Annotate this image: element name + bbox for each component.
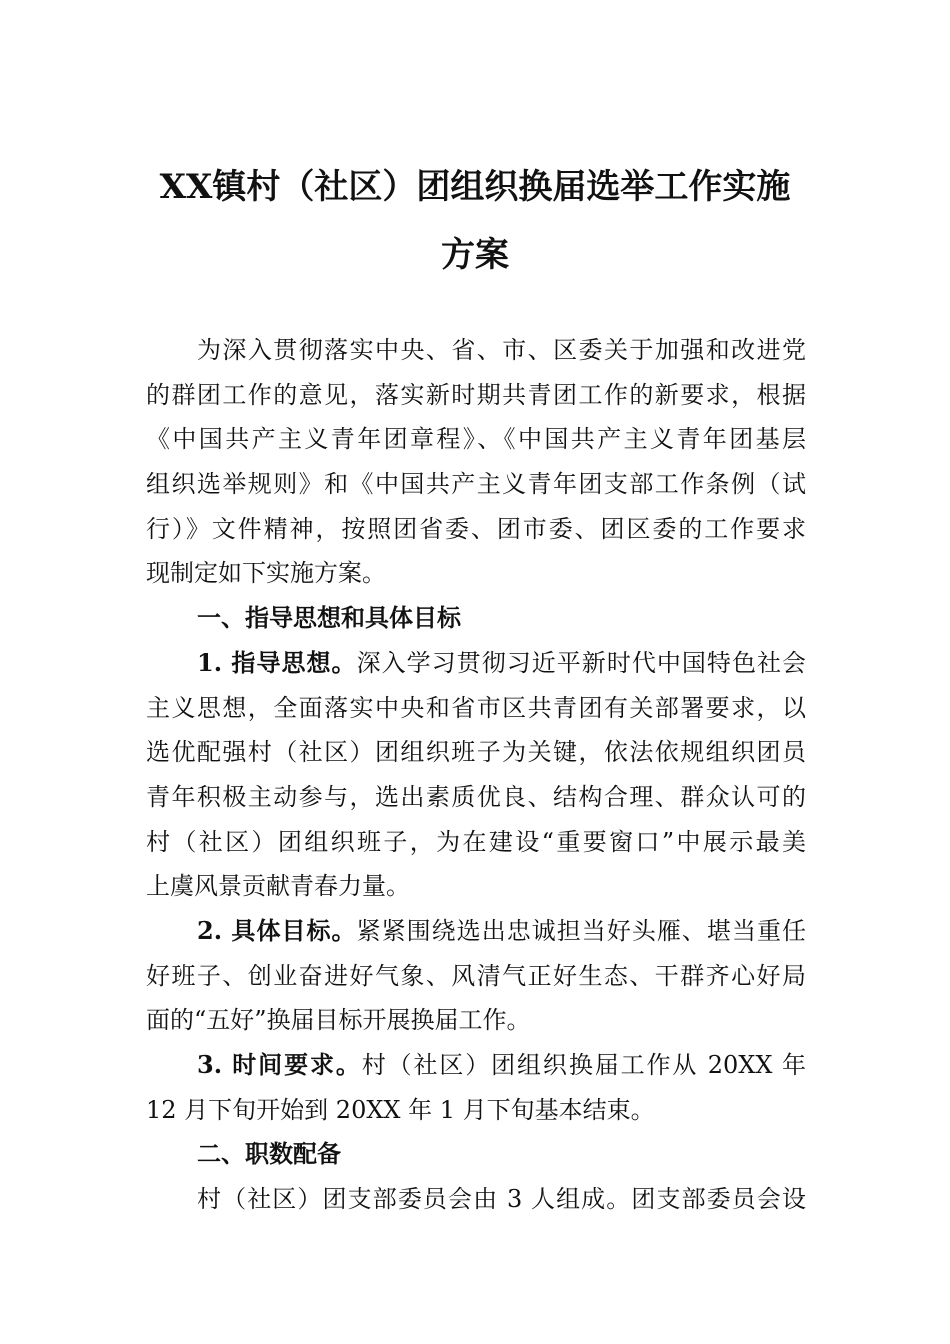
paragraph-text: 紧紧围绕选出忠诚担当好头雁、堪当重任	[356, 916, 806, 945]
paragraph-text: 深入学习贯彻习近平新时代中国特色社会	[356, 648, 806, 677]
paragraph-line	[146, 641, 806, 686]
section-heading-2: 二、职数配备	[197, 1139, 341, 1169]
paragraph-lead: 2. 具体目标。	[197, 915, 357, 945]
paragraph-line: 选优配强村（社区）团组织班子为关键，依法依规组织团员	[146, 738, 806, 767]
intro-line: 为深入贯彻落实中央、省、市、区委关于加强和改进党	[197, 336, 806, 364]
paragraph-line	[146, 1043, 806, 1088]
intro-line: 《中国共产主义青年团章程》、《中国共产主义青年团基层	[146, 425, 806, 454]
document-body	[146, 328, 806, 1222]
paragraph-line: 12 月下旬开始到 20XX 年 1 月下旬基本结束。	[146, 1095, 655, 1124]
document-title-line-2: 方案	[441, 235, 509, 275]
intro-line: 组织选举规则》和《中国共产主义青年团支部工作条例（试	[146, 470, 806, 499]
paragraph-line: 上虞风景贡献青春力量。	[146, 872, 410, 901]
paragraph-line: 面的“五好”换届目标开展换届工作。	[146, 1006, 531, 1035]
paragraph-text: 村（社区）团组织换届工作从 20XX 年	[361, 1051, 806, 1079]
intro-line: 行）》文件精神，按照团省委、团市委、团区委的工作要求	[146, 514, 806, 543]
document-title-line-1: XX镇村（社区）团组织换届选举工作实施	[159, 167, 791, 207]
paragraph-line	[146, 909, 806, 954]
intro-line: 现制定如下实施方案。	[146, 559, 386, 588]
section-heading-1: 一、指导思想和具体目标	[197, 603, 461, 633]
paragraph-line: 青年积极主动参与，选出素质优良、结构合理、群众认可的	[146, 782, 806, 811]
paragraph-line: 村（社区）团支部委员会由 3 人组成。团支部委员会设	[197, 1185, 806, 1214]
paragraph-lead: 1. 指导思想。	[197, 647, 357, 677]
intro-line: 的群团工作的意见，落实新时期共青团工作的新要求，根据	[146, 380, 806, 409]
paragraph-line: 好班子、创业奋进好气象、风清气正好生态、干群齐心好局	[146, 961, 806, 990]
paragraph-line: 主义思想，全面落实中央和省市区共青团有关部署要求，以	[146, 693, 806, 722]
paragraph-lead: 3. 时间要求。	[197, 1050, 362, 1079]
paragraph-line: 村（社区）团组织班子，为在建设“重要窗口”中展示最美	[146, 827, 806, 856]
